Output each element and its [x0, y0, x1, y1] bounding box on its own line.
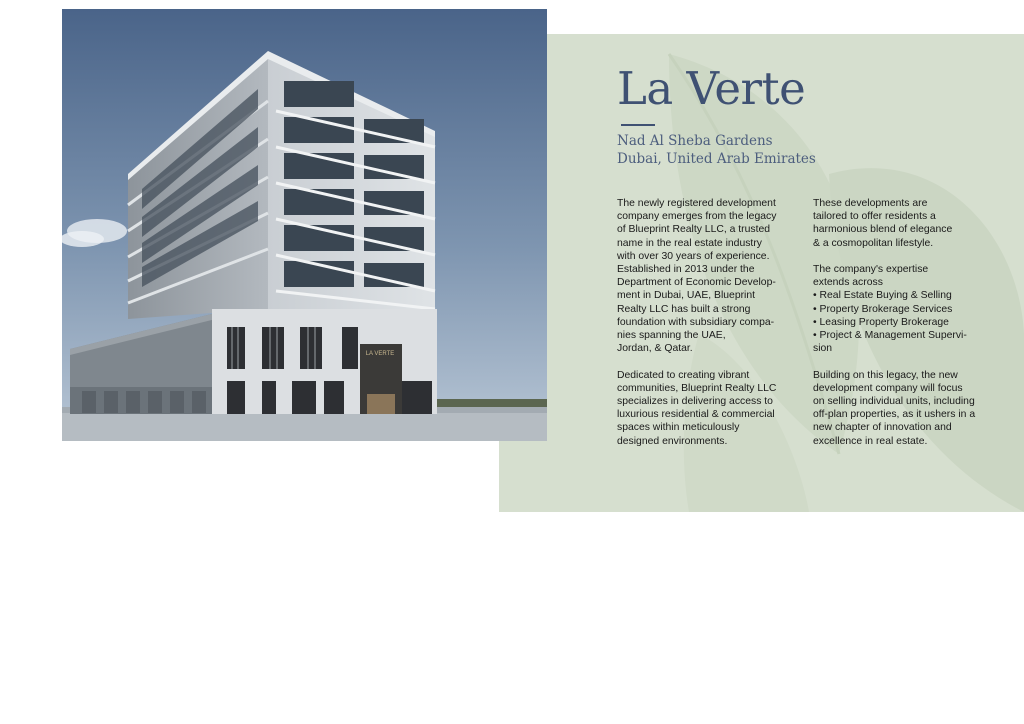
paragraph: These developments are tailored to offer residents a harmonious blend of elegance & a cosmopolitan lifestyle. — [813, 198, 953, 249]
paragraph: Building on this legacy, the new development company will focus on selling individual units, including off-plan properties, as it ushers in a new chapter of innovation and excellence in real estate. — [813, 369, 976, 447]
paragraph: The company's expertise extends across • Real Estate Buying & Selling • Property Brokerage Services • Leasing Property Brokerage • Project & Management Supervi- sion — [813, 264, 967, 355]
text-column-left — [617, 197, 802, 461]
building-sign: LA VERTE — [365, 351, 395, 357]
paragraph: The newly registered development company emerges from the legacy of Blueprint Realty LLC, a trusted name in the real estate industry with over 30 years of experience. Established in 2013 under the Department of Economic Develop- ment in Dubai, UAE, Blueprint Realty LLC has built a strong foundation with subsidiary compa- nies spanning the UAE, Jordan, & Qatar. — [617, 198, 777, 355]
building-rendering — [62, 9, 547, 441]
paragraph: Dedicated to creating vibrant communities, Blueprint Realty LLC specializes in delivering access to luxurious residential & commercial spaces within meticulously designed environments. — [617, 369, 777, 447]
page-title: La Verte — [617, 62, 806, 115]
text-column-right — [813, 197, 1013, 461]
location-line-1: Nad Al Sheba Gardens — [617, 133, 773, 149]
location-subtitle — [617, 132, 816, 168]
title-divider — [621, 124, 655, 126]
location-line-2: Dubai, United Arab Emirates — [617, 151, 816, 167]
